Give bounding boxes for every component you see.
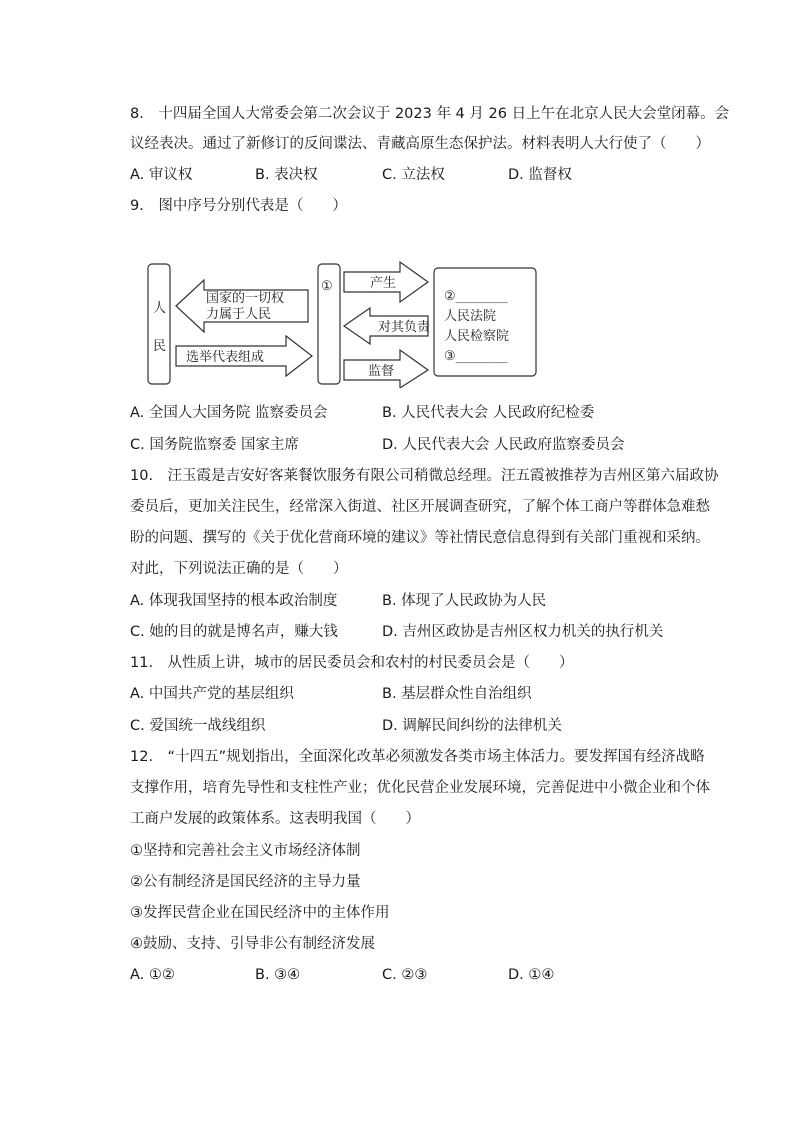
- q12-option-b: B. ③④: [255, 967, 301, 983]
- q8-option-a: A. 审议权: [130, 167, 193, 183]
- q11-option-a: A. 中国共产党的基层组织: [130, 686, 294, 702]
- q12-option-a: A. ①②: [130, 967, 175, 983]
- q9-stem: 9. 图中序号分别代表是（ ）: [130, 198, 347, 214]
- mid-box-label: ①: [321, 279, 333, 294]
- q12-stem-line1: 12. “十四五”规划指出，全面深化改革必须激发各类市场主体活力。要发挥国有经济战略: [130, 749, 705, 765]
- q12-item-4: ④鼓励、支持、引导非公有制经济发展: [130, 936, 375, 952]
- state-structure-diagram: [146, 260, 538, 388]
- q10-stem-line2: 委员后，更加关注民生，经常深入街道、社区开展调查研究，了解个体工商户等群体急难愁: [130, 499, 710, 515]
- people-label-top: 人: [153, 301, 167, 316]
- right-box-line2: 人民法院: [444, 309, 497, 324]
- q10-option-d: D. 吉州区政协是吉州区权力机关的执行机关: [382, 624, 664, 640]
- arrow-power-label-1: 国家的一切权: [206, 291, 285, 306]
- q8-option-b: B. 表决权: [255, 167, 318, 183]
- q9-option-c: C. 国务院监察委 国家主席: [130, 437, 299, 453]
- q8-stem-line1: 8. 十四届全国人大常委会第二次会议于 2023 年 4 月 26 日上午在北京人民大会堂闭幕。会: [130, 106, 730, 122]
- q12-option-d: D. ①④: [508, 967, 555, 983]
- arrow-produce-label: 产生: [370, 276, 397, 291]
- arrow-elect-label: 选举代表组成: [186, 350, 265, 365]
- q12-stem-line3: 工商户发展的政策体系。这表明我国（ ）: [130, 811, 420, 827]
- q9-option-b: B. 人民代表大会 人民政府纪检委: [382, 405, 595, 421]
- q10-option-c: C. 她的目的就是博名声，赚大钱: [130, 624, 338, 640]
- right-box-line4: ③________: [444, 349, 508, 364]
- right-box-line3: 人民检察院: [444, 329, 510, 344]
- q10-stem-line3: 盼的问题、撰写的《关于优化营商环境的建议》等社情民意信息得到有关部门重视和采纳。: [130, 530, 710, 546]
- q12-item-3: ③发挥民营企业在国民经济中的主体作用: [130, 905, 390, 921]
- arrow-power-label-2: 力属于人民: [206, 307, 272, 322]
- q10-option-a: A. 体现我国坚持的根本政治制度: [130, 593, 338, 609]
- q12-item-1: ①坚持和完善社会主义市场经济体制: [130, 843, 361, 859]
- people-box: [148, 264, 170, 384]
- arrow-power-belongs: [176, 280, 308, 332]
- q12-option-c: C. ②③: [382, 967, 428, 983]
- q10-stem-line1: 10. 汪玉霞是吉安好客莱餐饮服务有限公司稍微总经理。汪五霞被推荐为吉州区第六届政协: [130, 468, 719, 484]
- right-box-line1: ②________: [444, 289, 508, 304]
- arrow-supervise-label: 监督: [368, 364, 395, 379]
- q10-option-b: B. 体现了人民政协为人民: [382, 593, 547, 609]
- q8-option-d: D. 监督权: [508, 167, 572, 183]
- q9-option-d: D. 人民代表大会 人民政府监察委员会: [382, 437, 625, 453]
- q9-option-a: A. 全国人大国务院 监察委员会: [130, 405, 328, 421]
- q12-stem-line2: 支撑作用，培育先导性和支柱性产业；优化民营企业发展环境，完善促进中小微企业和个体: [130, 780, 710, 796]
- people-label-bottom: 民: [153, 339, 167, 354]
- q11-stem: 11. 从性质上讲，城市的居民委员会和农村的村民委员会是（ ）: [130, 655, 574, 671]
- q11-option-b: B. 基层群众性自治组织: [382, 686, 532, 702]
- q11-option-d: D. 调解民间纠纷的法律机关: [382, 718, 562, 734]
- q10-stem-line4: 对此，下列说法正确的是（ ）: [130, 561, 348, 577]
- q12-item-2: ②公有制经济是国民经济的主导力量: [130, 874, 361, 890]
- arrow-responsible-label: 对其负责: [378, 320, 431, 335]
- q8-stem-line2: 议经表决。通过了新修订的反间谍法、青藏高原生态保护法。材料表明人大行使了（ ）: [130, 136, 710, 152]
- q11-option-c: C. 爱国统一战线组织: [130, 718, 266, 734]
- q8-option-c: C. 立法权: [382, 167, 445, 183]
